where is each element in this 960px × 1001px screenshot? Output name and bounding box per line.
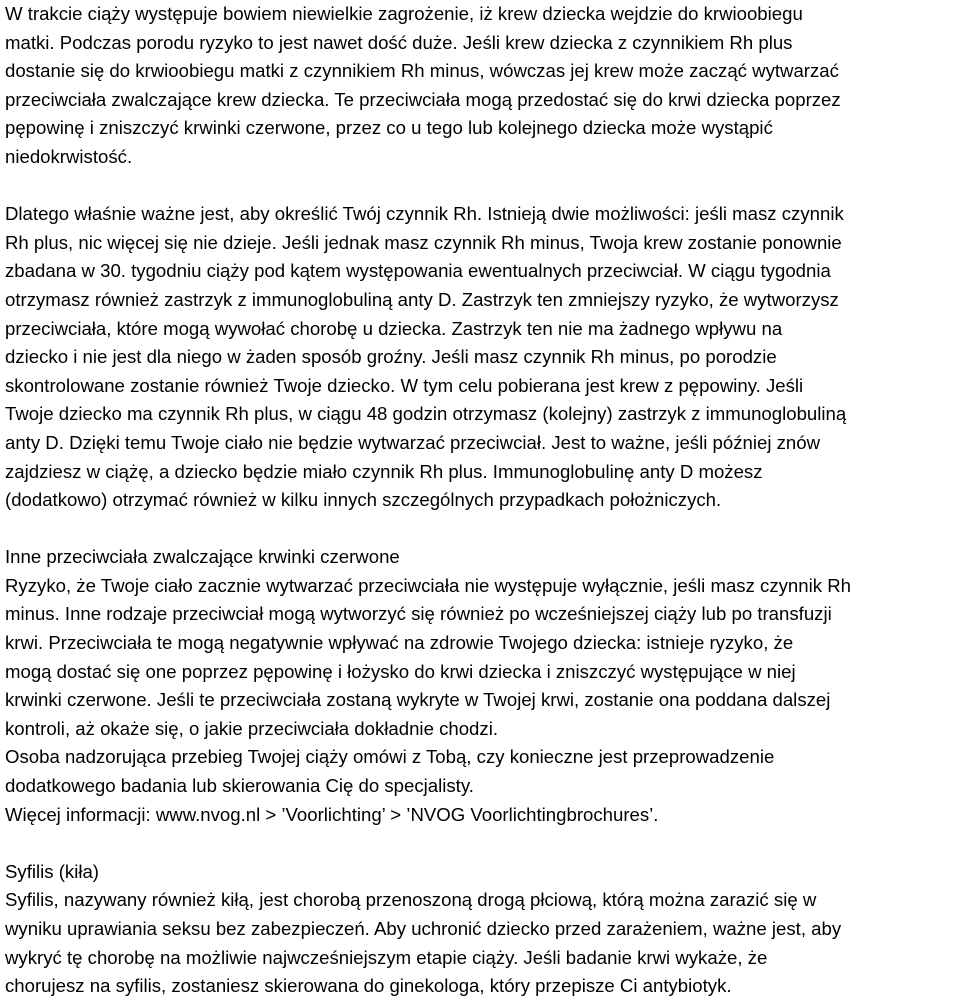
text-line: W trakcie ciąży występuje bowiem niewielkie zagrożenie, iż krew dziecka wejdzie do krwioobiegu (5, 3, 803, 24)
section-other-antibodies (5, 543, 957, 829)
more-info-line: Więcej informacji: www.nvog.nl > ’Voorlichting’ > ’NVOG Voorlichtingbrochures’. (5, 803, 659, 825)
section-heading: Inne przeciwciała zwalczające krwinki czerwone (5, 546, 400, 568)
text-line: mogą dostać się one poprzez pępowinę i łożysko do krwi dziecka i zniszczyć występujące w niej (5, 660, 796, 682)
text-line: zbadana w 30. tygodniu ciąży pod kątem występowania ewentualnych przeciwciał. W ciągu tygodnia (5, 260, 831, 282)
text-line: (dodatkowo) otrzymać również w kilku innych szczególnych przypadkach położniczych. (5, 489, 722, 511)
paragraph-rh-factor (5, 200, 957, 515)
section-syphilis (5, 858, 957, 1001)
text-line: wykryć tę chorobę na możliwie najwcześniejszym etapie ciąży. Jeśli badanie krwi wykaże, że (5, 946, 768, 968)
text-line: matki. Podczas porodu ryzyko to jest nawet dość duże. Jeśli krew dziecka z czynnikiem Rh plus (5, 31, 793, 53)
text-line: Syfilis, nazywany również kiłą, jest chorobą przenoszoną drogą płciową, którą można zarazić się w (5, 889, 817, 911)
text-line: dodatkowego badania lub skierowania Cię do specjalisty. (5, 775, 474, 797)
text-line: otrzymasz również zastrzyk z immunoglobuliną anty D. Zastrzyk ten zmniejszy ryzyko, że wytworzysz (5, 288, 839, 310)
text-line: Rh plus, nic więcej się nie dzieje. Jeśli jednak masz czynnik Rh minus, Twoja krew zostanie ponownie (5, 231, 842, 253)
text-line: anty D. Dzięki temu Twoje ciało nie będzie wytwarzać przeciwciał. Jest to ważne, jeśli później znów (5, 431, 821, 453)
text-line: krwi. Przeciwciała te mogą negatywnie wpływać na zdrowie Twojego dziecka: istnieje ryzyko, że (5, 632, 794, 654)
text-line: krwinki czerwone. Jeśli te przeciwciała zostaną wykryte w Twojej krwi, zostanie ona poddana dalszej (5, 689, 831, 711)
text-line: dostanie się do krwioobiegu matki z czynnikiem Rh minus, wówczas jej krew może zacząć wytwarzać (5, 60, 839, 82)
text-line: dziecko i nie jest dla niego w żaden sposób groźny. Jeśli masz czynnik Rh minus, po porodzie (5, 346, 777, 368)
paragraph-rh-risk (5, 0, 957, 172)
text-line: Dlatego właśnie ważne jest, aby określić Twój czynnik Rh. Istnieją dwie możliwości: jeśli masz czynnik (5, 203, 844, 225)
text-line: niedokrwistość. (5, 145, 133, 167)
text-line: przeciwciała zwalczające krew dziecka. Te przeciwciała mogą przedostać się do krwi dziecka poprzez (5, 88, 841, 110)
paragraph-spacer (5, 829, 957, 858)
paragraph-spacer (5, 172, 957, 201)
paragraph-spacer (5, 515, 957, 544)
document-page (5, 0, 957, 1001)
text-line: minus. Inne rodzaje przeciwciał mogą wytworzyć się również po wcześniejszej ciąży lub po transfuzji (5, 603, 832, 625)
text-line: pępowinę i zniszczyć krwinki czerwone, przez co u tego lub kolejnego dziecka może wystąpić (5, 117, 773, 139)
section-heading: Syfilis (kiła) (5, 860, 100, 882)
text-line: zajdziesz w ciążę, a dziecko będzie miało czynnik Rh plus. Immunoglobulinę anty D możesz (5, 460, 763, 482)
text-line: przeciwciała, które mogą wywołać chorobę u dziecka. Zastrzyk ten nie ma żadnego wpływu na (5, 317, 783, 339)
text-line: kontroli, aż okaże się, o jakie przeciwciała dokładnie chodzi. (5, 717, 498, 739)
text-line: Twoje dziecko ma czynnik Rh plus, w ciągu 48 godzin otrzymasz (kolejny) zastrzyk z immunoglobuliną (5, 403, 847, 425)
text-line: Osoba nadzorująca przebieg Twojej ciąży omówi z Tobą, czy konieczne jest przeprowadzenie (5, 746, 775, 768)
text-line: Ryzyko, że Twoje ciało zacznie wytwarzać przeciwciała nie występuje wyłącznie, jeśli masz czynnik Rh (5, 574, 851, 596)
text-line: wyniku uprawiania seksu bez zabezpieczeń. Aby uchronić dziecko przed zarażeniem, ważne jest, aby (5, 918, 842, 939)
text-line: skontrolowane zostanie również Twoje dziecko. W tym celu pobierana jest krew z pępowiny. Jeśli (5, 374, 804, 396)
text-line: chorujesz na syfilis, zostaniesz skierowana do ginekologa, który przepisze Ci antybiotyk. (5, 975, 732, 997)
